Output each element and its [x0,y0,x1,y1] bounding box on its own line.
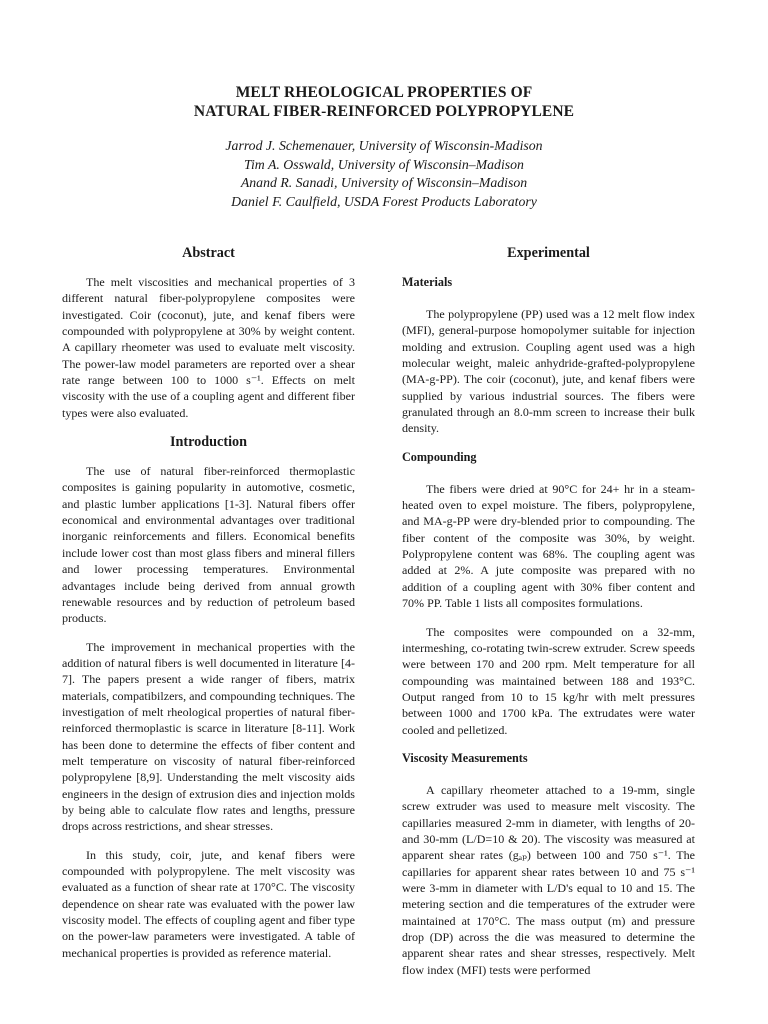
right-column [402,244,695,990]
introduction-paragraph-2: The improvement in mechanical properties with the addition of natural fibers is well documented in literature [4-7]. The papers present a wide ranger of fibers, matrix materials, compatibilzers, and compounding techniques. The investigation of melt rheological properties of natural fiber-reinforced thermoplastic is scarce in literature [8-11]. Work has been done to determine the effects of fiber content and melt temperature on viscosity of natural fiber-reinforced polypropylene [8,9]. Understanding the melt viscosity aids engineers in the design of extrusion dies and injection molds by being able to calculate flow rates and lengths, pressure drops across restrictions, and shear stresses. [62,639,355,834]
compounding-heading: Compounding [402,449,477,464]
title-line-2: NATURAL FIBER-REINFORCED POLYPROPYLENE [193,103,575,120]
compounding-paragraph-1: The fibers were dried at 90°C for 24+ hr in a steam-heated oven to expel moisture. The fibers, polypropylene, and MA-g-PP were dry-blended prior to compounding. The fiber content of the composite was 30%, by weight. Polypropylene content was 68%. The coupling agent was added at 2%. A jute composite was prepared with no addition of a coupling agent with 30% fiber content and 70% PP. Table 1 lists all composites formulations. [402,481,695,611]
abstract-heading: Abstract [182,245,235,261]
author-line: Daniel F. Caulfield, USDA Forest Products Laboratory [231,193,537,209]
introduction-heading: Introduction [170,434,247,451]
introduction-paragraph-1: The use of natural fiber-reinforced thermoplastic composites is gaining popularity in automotive, cosmetic, and plastic lumber applications [1-3]. Natural fibers offer economical and environmental advantages over traditional inorganic reinforcements and fillers. Economical benefits include lower cost than most glass fibers and mineral fillers and lower processing temperatures. Environmental advantages include being derived from annual growth renewable resources and by reduction of petroleum based products. [62,464,355,626]
introduction-paragraph-3: In this study, coir, jute, and kenaf fibers were compounded with polypropylene. The melt viscosity was evaluated as a function of shear rate at 170°C. The viscosity dependence on shear rate was evaluated with the power law viscosity model. The effects of coupling agent and fiber type on the power-law parameters were investigated. A table of mechanical properties is provided as reference material. [62,847,355,960]
materials-paragraph: The polypropylene (PP) used was a 12 melt flow index (MFI), general-purpose homopolymer suitable for injection molding and extrusion. Coupling agent used was a high molecular weight, maleic anhydride-grafted-polypropylene (MA-g-PP). The coir (coconut), jute, and kenaf fibers were supplied by various industrial sources. The fibers were granulated through an 8.0-mm screen to increase their bulk density. [402,307,695,436]
author-line: Anand R. Sanadi, University of Wisconsin–Madison [240,175,528,190]
author-list [0,137,768,211]
author-line: Jarrod J. Schemenauer, University of Wisconsin-Madison [225,138,543,153]
viscosity-paragraph: A capillary rheometer attached to a 19-mm, single screw extruder was used to measure melt viscosity. The capillaries measured 2-mm in diameter, with lengths of 20- and 30-mm (L/D=10 & 20). The viscosity was measured at apparent shear rates (gₐₚ) between 100 and 750 s⁻¹. The capillaries for apparent shear rates between 10 and 75 s⁻¹ were 3-mm in diameter with L/D's equal to 10 and 15. The metering section and die temperatures of the extruder were maintained at 170°C. The mass output (m) and pressure drop (DP) across the die was measured to determine the apparent shear rates and shear stresses, respectively. Melt flow index (MFI) tests were performed [402,782,695,977]
viscosity-measurements-heading: Viscosity Measurements [402,750,528,765]
paper-title [0,83,768,121]
experimental-heading: Experimental [507,245,590,261]
abstract-paragraph: The melt viscosities and mechanical properties of 3 different natural fiber-polypropylene composites were investigated. Coir (coconut), jute, and kenaf fibers were compounded with polypropylene at 30% by weight content. A capillary rheometer was used to evaluate melt viscosity. The power-law model parameters are reported over a shear rate range between 100 to 1000 s⁻¹. Effects on melt viscosity with the use of a coupling agent and different fiber types were also evaluated. [62,275,355,420]
left-column [62,244,355,973]
compounding-paragraph-2: The composites were compounded on a 32-mm, intermeshing, co-rotating twin-screw extruder. Screw speeds were between 170 and 200 rpm. Melt temperature for all compounding was maintained between 188 and 193°C. Output ranged from 10 to 15 kg/hr with melt pressures between 1000 and 1700 kPa. The extrudates were water cooled and pelletized. [402,624,695,737]
author-line: Tim A. Osswald, University of Wisconsin–Madison [244,156,524,172]
title-line-1: MELT RHEOLOGICAL PROPERTIES OF [235,84,533,101]
materials-heading: Materials [402,275,453,289]
